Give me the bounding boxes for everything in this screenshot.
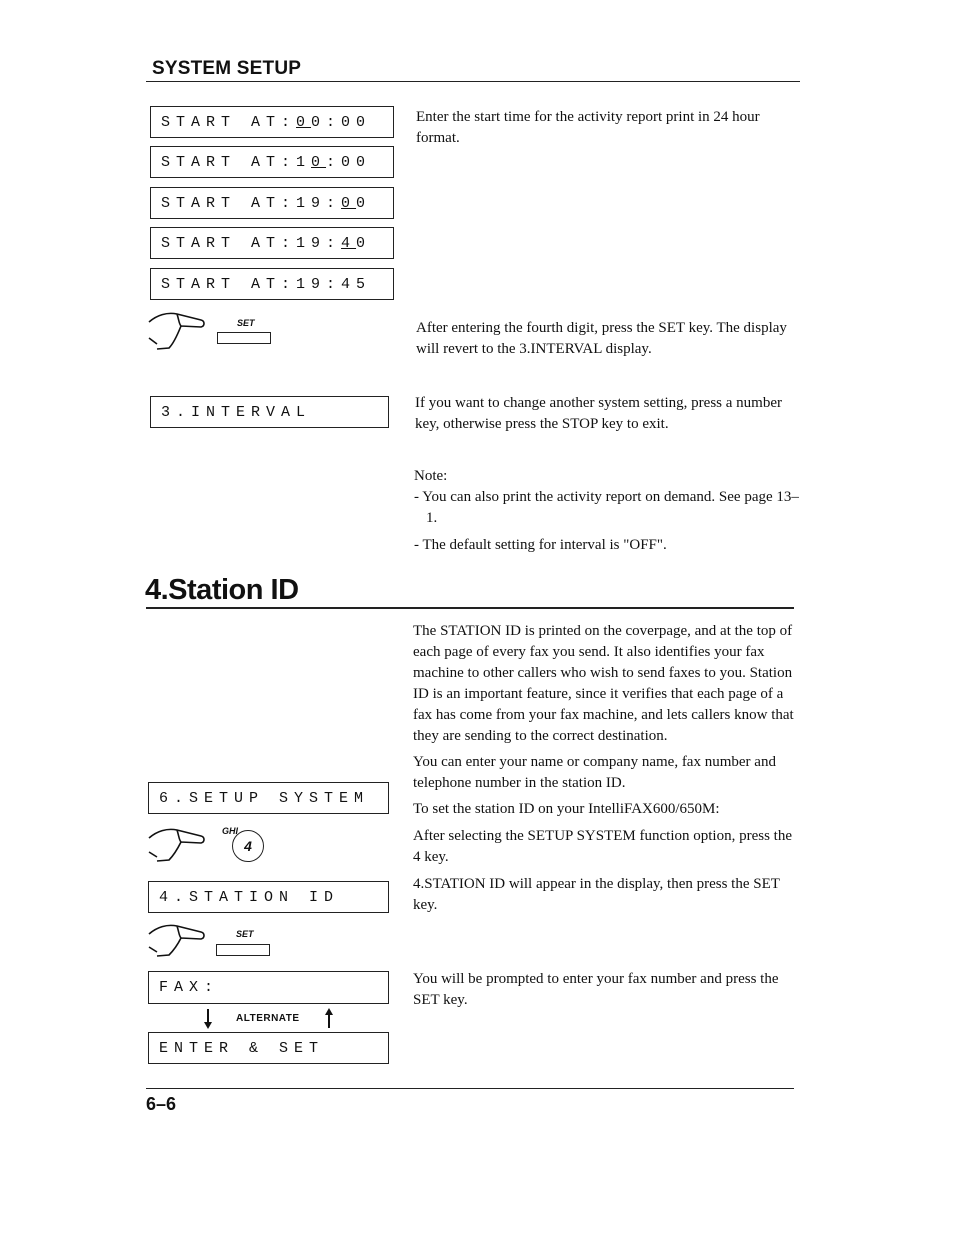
lcd-interval: 3.INTERVAL [150,396,389,428]
lcd-start-at-5: START AT:19:45 [150,268,394,300]
station-heading-rule [146,607,794,609]
alternate-label: ALTERNATE [236,1013,300,1024]
fax-number-instruction: You will be prompted to enter your fax number and press the SET key. [413,971,779,1008]
set-key-instruction: After entering the fourth digit, press the SET key. The display will revert to the 3.INTERVAL display. [416,320,787,357]
note-item-1: - You can also print the activity report on demand. See page 13–1. [414,489,799,526]
station-id-description: The STATION ID is printed on the coverpage, and at the top of each page of every fax you send. It also identifies your fax machine to other callers who wish to send faxes to you. Station ID is an important feature, since it verifies that each page of a fax has come from your fax machine, and lets callers know that they are sending to the correct destination. [413,623,794,744]
station-id-contents: You can enter your name or company name, fax number and telephone number in the station ID. [413,754,776,791]
lcd-start-at-2: START AT:1 0 :00 [150,146,394,178]
note-title: Note: [414,468,448,484]
page-number: 6–6 [146,1094,177,1114]
header-rule [146,81,800,82]
pointing-hand-icon [147,310,209,354]
station-id-heading: 4.Station ID [145,574,299,606]
station-display-instruction: 4.STATION ID will appear in the display, then press the SET key. [413,876,780,913]
set-key-label-2: SET [236,929,254,939]
set-key-label: SET [237,318,255,328]
key-4-letters: GHI [222,826,239,836]
pointing-hand-icon-3 [147,922,209,960]
set-key [217,332,271,344]
station-id-howto: To set the station ID on your IntelliFAX600/650M: [413,801,720,817]
change-setting-instruction: If you want to change another system setting, press a number key, otherwise press the STOP key to exit. [415,395,782,432]
lcd-start-at-3: START AT:19: 0 0 [150,187,394,219]
key-4-button: 4 [232,830,264,862]
lcd-enter-set: ENTER & SET [148,1032,389,1064]
lcd-station-id: 4.STATION ID [148,881,389,913]
start-time-instruction: Enter the start time for the activity report print in 24 hour format. [416,109,760,146]
arrow-down-icon [202,1008,214,1030]
lcd-start-at-1: START AT: 0 0:00 [150,106,394,138]
pointing-hand-icon-2 [147,826,209,866]
note-item-2: - The default setting for interval is "OFF". [414,537,667,553]
press-4-instruction: After selecting the SETUP SYSTEM function option, press the 4 key. [413,828,792,865]
arrow-up-icon [323,1007,335,1029]
set-key-2 [216,944,270,956]
lcd-setup-system: 6.SETUP SYSTEM [148,782,389,814]
footer-rule [146,1088,794,1089]
lcd-fax: FAX: [148,971,389,1004]
lcd-start-at-4: START AT:19: 4 0 [150,227,394,259]
section-title: SYSTEM SETUP [152,58,302,79]
